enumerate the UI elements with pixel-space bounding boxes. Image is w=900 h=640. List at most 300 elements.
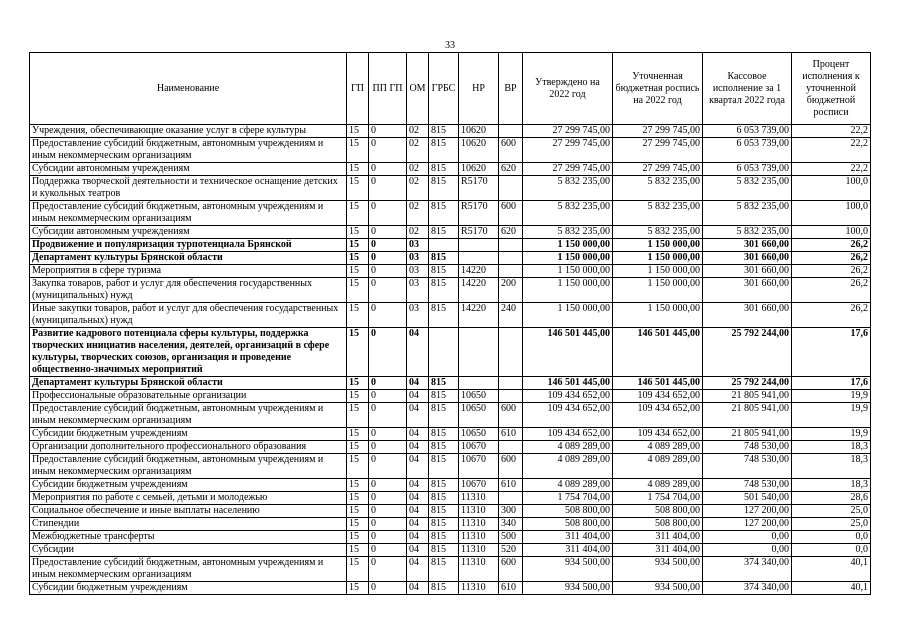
cell-gp: 15 — [347, 479, 369, 492]
col-header-name: Наименование — [30, 53, 347, 125]
cell-ppgp: 0 — [369, 479, 407, 492]
cell-cash: 6 053 739,00 — [703, 163, 792, 176]
cell-percent: 40,1 — [792, 582, 871, 595]
cell-nr: 11310 — [459, 557, 499, 582]
table-row — [30, 252, 871, 265]
cell-ppgp: 0 — [369, 582, 407, 595]
table-row — [30, 125, 871, 138]
cell-nr: 11310 — [459, 518, 499, 531]
table-row — [30, 163, 871, 176]
cell-vr — [499, 239, 523, 252]
cell-approved: 109 434 652,00 — [523, 390, 613, 403]
cell-nr — [459, 252, 499, 265]
cell-approved: 508 800,00 — [523, 505, 613, 518]
cell-refined: 1 150 000,00 — [613, 303, 703, 328]
cell-nr: R5170 — [459, 201, 499, 226]
cell-gp: 15 — [347, 252, 369, 265]
cell-ppgp: 0 — [369, 201, 407, 226]
cell-nr: 14220 — [459, 303, 499, 328]
cell-grbs — [429, 239, 459, 252]
cell-grbs: 815 — [429, 441, 459, 454]
cell-grbs: 815 — [429, 176, 459, 201]
cell-vr — [499, 252, 523, 265]
cell-gp: 15 — [347, 125, 369, 138]
cell-om: 04 — [407, 441, 429, 454]
cell-refined: 109 434 652,00 — [613, 390, 703, 403]
cell-vr: 600 — [499, 201, 523, 226]
cell-approved: 1 150 000,00 — [523, 278, 613, 303]
cell-approved: 109 434 652,00 — [523, 428, 613, 441]
cell-grbs: 815 — [429, 303, 459, 328]
cell-vr — [499, 328, 523, 377]
cell-nr: 11310 — [459, 544, 499, 557]
cell-om: 04 — [407, 390, 429, 403]
cell-vr: 610 — [499, 479, 523, 492]
cell-om: 04 — [407, 531, 429, 544]
col-header-vr: ВР — [499, 53, 523, 125]
cell-name: Предоставление субсидий бюджетным, автономным учреждениям и иным некоммерческим организациям — [30, 403, 347, 428]
table-row — [30, 403, 871, 428]
cell-refined: 4 089 289,00 — [613, 441, 703, 454]
cell-vr — [499, 265, 523, 278]
cell-gp: 15 — [347, 428, 369, 441]
cell-approved: 311 404,00 — [523, 531, 613, 544]
cell-approved: 1 150 000,00 — [523, 252, 613, 265]
cell-om: 02 — [407, 125, 429, 138]
cell-refined: 4 089 289,00 — [613, 454, 703, 479]
cell-refined: 508 800,00 — [613, 505, 703, 518]
table-row — [30, 544, 871, 557]
cell-nr: 10670 — [459, 454, 499, 479]
cell-om: 03 — [407, 239, 429, 252]
cell-ppgp: 0 — [369, 377, 407, 390]
cell-approved: 146 501 445,00 — [523, 377, 613, 390]
cell-name: Межбюджетные трансферты — [30, 531, 347, 544]
cell-ppgp: 0 — [369, 252, 407, 265]
cell-vr — [499, 176, 523, 201]
cell-nr: R5170 — [459, 176, 499, 201]
cell-refined: 146 501 445,00 — [613, 328, 703, 377]
table-row — [30, 176, 871, 201]
cell-grbs: 815 — [429, 505, 459, 518]
cell-approved: 934 500,00 — [523, 557, 613, 582]
cell-refined: 27 299 745,00 — [613, 138, 703, 163]
cell-om: 04 — [407, 428, 429, 441]
cell-cash: 301 660,00 — [703, 278, 792, 303]
cell-gp: 15 — [347, 239, 369, 252]
cell-approved: 4 089 289,00 — [523, 479, 613, 492]
cell-refined: 934 500,00 — [613, 582, 703, 595]
cell-cash: 21 805 941,00 — [703, 403, 792, 428]
cell-nr — [459, 377, 499, 390]
cell-refined: 27 299 745,00 — [613, 125, 703, 138]
cell-name: Поддержка творческой деятельности и техническое оснащение детских и кукольных театров — [30, 176, 347, 201]
cell-refined: 1 150 000,00 — [613, 252, 703, 265]
header-row — [30, 53, 871, 125]
cell-grbs: 815 — [429, 226, 459, 239]
cell-grbs: 815 — [429, 403, 459, 428]
cell-vr: 620 — [499, 226, 523, 239]
cell-gp: 15 — [347, 531, 369, 544]
table-row — [30, 531, 871, 544]
cell-cash: 25 792 244,00 — [703, 377, 792, 390]
cell-ppgp: 0 — [369, 265, 407, 278]
cell-name: Субсидии автономным учреждениям — [30, 163, 347, 176]
cell-nr: 10620 — [459, 163, 499, 176]
cell-cash: 5 832 235,00 — [703, 226, 792, 239]
cell-om: 04 — [407, 479, 429, 492]
cell-approved: 508 800,00 — [523, 518, 613, 531]
cell-grbs: 815 — [429, 163, 459, 176]
cell-name: Субсидии автономным учреждениям — [30, 226, 347, 239]
cell-approved: 5 832 235,00 — [523, 201, 613, 226]
cell-nr: 14220 — [459, 265, 499, 278]
cell-percent: 18,3 — [792, 441, 871, 454]
cell-grbs: 815 — [429, 479, 459, 492]
cell-gp: 15 — [347, 544, 369, 557]
cell-cash: 6 053 739,00 — [703, 125, 792, 138]
cell-refined: 109 434 652,00 — [613, 403, 703, 428]
cell-vr: 340 — [499, 518, 523, 531]
col-header-gp: ГП — [347, 53, 369, 125]
cell-refined: 1 150 000,00 — [613, 278, 703, 303]
cell-cash: 0,00 — [703, 531, 792, 544]
cell-om: 02 — [407, 163, 429, 176]
cell-nr: 11310 — [459, 582, 499, 595]
cell-nr: 10650 — [459, 390, 499, 403]
cell-percent: 26,2 — [792, 265, 871, 278]
table-row — [30, 441, 871, 454]
cell-name: Департамент культуры Брянской области — [30, 252, 347, 265]
cell-name: Предоставление субсидий бюджетным, автономным учреждениям и иным некоммерческим организациям — [30, 201, 347, 226]
cell-om: 03 — [407, 303, 429, 328]
cell-vr — [499, 390, 523, 403]
cell-percent: 100,0 — [792, 176, 871, 201]
cell-nr: 11310 — [459, 505, 499, 518]
cell-grbs: 815 — [429, 531, 459, 544]
cell-refined: 1 150 000,00 — [613, 239, 703, 252]
cell-refined: 146 501 445,00 — [613, 377, 703, 390]
budget-table — [29, 52, 871, 595]
cell-approved: 1 150 000,00 — [523, 303, 613, 328]
cell-ppgp: 0 — [369, 544, 407, 557]
cell-ppgp: 0 — [369, 441, 407, 454]
cell-refined: 1 754 704,00 — [613, 492, 703, 505]
cell-nr: 10670 — [459, 441, 499, 454]
table-row — [30, 505, 871, 518]
cell-vr: 600 — [499, 403, 523, 428]
cell-vr: 600 — [499, 138, 523, 163]
cell-vr: 620 — [499, 163, 523, 176]
cell-approved: 311 404,00 — [523, 544, 613, 557]
cell-percent: 26,2 — [792, 278, 871, 303]
cell-name: Департамент культуры Брянской области — [30, 377, 347, 390]
cell-grbs: 815 — [429, 390, 459, 403]
cell-gp: 15 — [347, 492, 369, 505]
cell-nr: 10620 — [459, 138, 499, 163]
cell-vr: 610 — [499, 428, 523, 441]
cell-ppgp: 0 — [369, 239, 407, 252]
cell-cash: 21 805 941,00 — [703, 428, 792, 441]
cell-cash: 374 340,00 — [703, 557, 792, 582]
table-row — [30, 201, 871, 226]
col-header-approved: Утверждено на 2022 год — [523, 53, 613, 125]
cell-grbs: 815 — [429, 428, 459, 441]
cell-percent: 26,2 — [792, 303, 871, 328]
cell-gp: 15 — [347, 582, 369, 595]
cell-ppgp: 0 — [369, 176, 407, 201]
cell-ppgp: 0 — [369, 454, 407, 479]
cell-refined: 4 089 289,00 — [613, 479, 703, 492]
col-header-percent: Процент исполнения к уточненной бюджетной росписи — [792, 53, 871, 125]
cell-cash: 748 530,00 — [703, 479, 792, 492]
cell-approved: 5 832 235,00 — [523, 176, 613, 201]
cell-nr: 14220 — [459, 278, 499, 303]
cell-cash: 301 660,00 — [703, 239, 792, 252]
cell-name: Продвижение и популяризация турпотенциала Брянской — [30, 239, 347, 252]
cell-om: 04 — [407, 454, 429, 479]
cell-gp: 15 — [347, 226, 369, 239]
cell-refined: 5 832 235,00 — [613, 226, 703, 239]
cell-ppgp: 0 — [369, 505, 407, 518]
cell-percent: 19,9 — [792, 428, 871, 441]
cell-cash: 301 660,00 — [703, 252, 792, 265]
cell-percent: 18,3 — [792, 479, 871, 492]
cell-name: Субсидии бюджетным учреждениям — [30, 479, 347, 492]
cell-grbs: 815 — [429, 377, 459, 390]
cell-name: Учреждения, обеспечивающие оказание услуг в сфере культуры — [30, 125, 347, 138]
cell-ppgp: 0 — [369, 390, 407, 403]
cell-name: Мероприятия по работе с семьей, детьми и молодежью — [30, 492, 347, 505]
cell-approved: 27 299 745,00 — [523, 138, 613, 163]
cell-om: 04 — [407, 557, 429, 582]
cell-ppgp: 0 — [369, 518, 407, 531]
col-header-ppgp: ПП ГП — [369, 53, 407, 125]
cell-cash: 748 530,00 — [703, 441, 792, 454]
cell-gp: 15 — [347, 441, 369, 454]
cell-nr: 11310 — [459, 531, 499, 544]
cell-nr: 10650 — [459, 428, 499, 441]
cell-approved: 5 832 235,00 — [523, 226, 613, 239]
cell-grbs: 815 — [429, 201, 459, 226]
cell-ppgp: 0 — [369, 403, 407, 428]
cell-grbs: 815 — [429, 582, 459, 595]
cell-gp: 15 — [347, 138, 369, 163]
table-row — [30, 479, 871, 492]
cell-nr — [459, 239, 499, 252]
cell-gp: 15 — [347, 518, 369, 531]
cell-vr: 520 — [499, 544, 523, 557]
cell-vr: 200 — [499, 278, 523, 303]
cell-refined: 311 404,00 — [613, 544, 703, 557]
col-header-nr: НР — [459, 53, 499, 125]
cell-name: Профессиональные образовательные организации — [30, 390, 347, 403]
cell-vr — [499, 492, 523, 505]
table-row — [30, 492, 871, 505]
cell-name: Субсидии бюджетным учреждениям — [30, 582, 347, 595]
cell-om: 02 — [407, 201, 429, 226]
cell-approved: 1 754 704,00 — [523, 492, 613, 505]
cell-cash: 374 340,00 — [703, 582, 792, 595]
cell-om: 03 — [407, 252, 429, 265]
cell-ppgp: 0 — [369, 163, 407, 176]
cell-name: Социальное обеспечение и иные выплаты населению — [30, 505, 347, 518]
cell-approved: 1 150 000,00 — [523, 265, 613, 278]
table-row — [30, 226, 871, 239]
cell-vr: 610 — [499, 582, 523, 595]
cell-cash: 301 660,00 — [703, 303, 792, 328]
cell-percent: 19,9 — [792, 403, 871, 428]
cell-ppgp: 0 — [369, 278, 407, 303]
cell-ppgp: 0 — [369, 138, 407, 163]
cell-approved: 27 299 745,00 — [523, 163, 613, 176]
cell-gp: 15 — [347, 265, 369, 278]
cell-name: Организации дополнительного профессионального образования — [30, 441, 347, 454]
cell-om: 04 — [407, 544, 429, 557]
cell-nr: 10650 — [459, 403, 499, 428]
cell-om: 04 — [407, 403, 429, 428]
cell-grbs: 815 — [429, 454, 459, 479]
cell-om: 04 — [407, 328, 429, 377]
table-row — [30, 557, 871, 582]
cell-percent: 18,3 — [792, 454, 871, 479]
cell-approved: 1 150 000,00 — [523, 239, 613, 252]
table-row — [30, 454, 871, 479]
cell-grbs: 815 — [429, 557, 459, 582]
cell-percent: 22,2 — [792, 125, 871, 138]
cell-refined: 934 500,00 — [613, 557, 703, 582]
cell-cash: 5 832 235,00 — [703, 176, 792, 201]
cell-om: 04 — [407, 492, 429, 505]
cell-gp: 15 — [347, 176, 369, 201]
cell-gp: 15 — [347, 403, 369, 428]
cell-om: 03 — [407, 265, 429, 278]
cell-ppgp: 0 — [369, 531, 407, 544]
cell-ppgp: 0 — [369, 492, 407, 505]
cell-percent: 26,2 — [792, 252, 871, 265]
cell-percent: 22,2 — [792, 163, 871, 176]
cell-percent: 25,0 — [792, 518, 871, 531]
cell-name: Закупка товаров, работ и услуг для обеспечения государственных (муниципальных) нужд — [30, 278, 347, 303]
cell-name: Предоставление субсидий бюджетным, автономным учреждениям и иным некоммерческим организациям — [30, 138, 347, 163]
cell-om: 03 — [407, 278, 429, 303]
cell-name: Предоставление субсидий бюджетным, автономным учреждениям и иным некоммерческим организациям — [30, 557, 347, 582]
cell-cash: 5 832 235,00 — [703, 201, 792, 226]
cell-cash: 6 053 739,00 — [703, 138, 792, 163]
cell-cash: 25 792 244,00 — [703, 328, 792, 377]
cell-refined: 5 832 235,00 — [613, 176, 703, 201]
cell-ppgp: 0 — [369, 328, 407, 377]
cell-gp: 15 — [347, 557, 369, 582]
cell-vr: 240 — [499, 303, 523, 328]
cell-percent: 100,0 — [792, 201, 871, 226]
cell-om: 02 — [407, 176, 429, 201]
cell-ppgp: 0 — [369, 226, 407, 239]
cell-grbs: 815 — [429, 125, 459, 138]
col-header-grbs: ГРБС — [429, 53, 459, 125]
cell-percent: 40,1 — [792, 557, 871, 582]
cell-percent: 26,2 — [792, 239, 871, 252]
cell-percent: 0,0 — [792, 531, 871, 544]
cell-percent: 0,0 — [792, 544, 871, 557]
cell-percent: 28,6 — [792, 492, 871, 505]
col-header-refined: Уточненная бюджетная роспись на 2022 год — [613, 53, 703, 125]
cell-approved: 109 434 652,00 — [523, 403, 613, 428]
table-row — [30, 265, 871, 278]
cell-approved: 934 500,00 — [523, 582, 613, 595]
cell-grbs: 815 — [429, 278, 459, 303]
cell-grbs: 815 — [429, 544, 459, 557]
cell-gp: 15 — [347, 201, 369, 226]
cell-name: Предоставление субсидий бюджетным, автономным учреждениям и иным некоммерческим организациям — [30, 454, 347, 479]
cell-vr: 500 — [499, 531, 523, 544]
cell-approved: 4 089 289,00 — [523, 441, 613, 454]
cell-percent: 17,6 — [792, 328, 871, 377]
cell-name: Развитие кадрового потенциала сферы культуры, поддержка творческих инициатив населения, деятелей, организаций в сфере культуры, творческих союзов, организация и проведение общественно-значимых мероприятий — [30, 328, 347, 377]
cell-vr — [499, 441, 523, 454]
cell-grbs — [429, 328, 459, 377]
cell-name: Иные закупки товаров, работ и услуг для обеспечения государственных (муниципальных) нужд — [30, 303, 347, 328]
cell-gp: 15 — [347, 278, 369, 303]
col-header-om: ОМ — [407, 53, 429, 125]
cell-grbs: 815 — [429, 492, 459, 505]
cell-approved: 146 501 445,00 — [523, 328, 613, 377]
cell-refined: 109 434 652,00 — [613, 428, 703, 441]
table-row — [30, 390, 871, 403]
cell-cash: 301 660,00 — [703, 265, 792, 278]
cell-cash: 127 200,00 — [703, 505, 792, 518]
cell-refined: 508 800,00 — [613, 518, 703, 531]
cell-vr — [499, 125, 523, 138]
cell-vr: 600 — [499, 454, 523, 479]
cell-name: Субсидии — [30, 544, 347, 557]
cell-nr: 10670 — [459, 479, 499, 492]
cell-approved: 4 089 289,00 — [523, 454, 613, 479]
cell-grbs: 815 — [429, 138, 459, 163]
table-row — [30, 278, 871, 303]
table-row — [30, 303, 871, 328]
cell-nr: 11310 — [459, 492, 499, 505]
cell-grbs: 815 — [429, 265, 459, 278]
cell-ppgp: 0 — [369, 303, 407, 328]
cell-cash: 0,00 — [703, 544, 792, 557]
cell-percent: 17,6 — [792, 377, 871, 390]
cell-refined: 5 832 235,00 — [613, 201, 703, 226]
cell-refined: 27 299 745,00 — [613, 163, 703, 176]
cell-om: 04 — [407, 518, 429, 531]
cell-name: Стипендии — [30, 518, 347, 531]
table-row — [30, 518, 871, 531]
cell-om: 02 — [407, 138, 429, 163]
table-row — [30, 328, 871, 377]
cell-gp: 15 — [347, 328, 369, 377]
cell-percent: 25,0 — [792, 505, 871, 518]
cell-om: 04 — [407, 582, 429, 595]
cell-name: Мероприятия в сфере туризма — [30, 265, 347, 278]
cell-refined: 311 404,00 — [613, 531, 703, 544]
cell-name: Субсидии бюджетным учреждениям — [30, 428, 347, 441]
cell-om: 04 — [407, 377, 429, 390]
cell-grbs: 815 — [429, 252, 459, 265]
cell-ppgp: 0 — [369, 428, 407, 441]
col-header-cash: Кассовое исполнение за 1 квартал 2022 года — [703, 53, 792, 125]
cell-nr: R5170 — [459, 226, 499, 239]
cell-gp: 15 — [347, 303, 369, 328]
cell-grbs: 815 — [429, 518, 459, 531]
cell-approved: 27 299 745,00 — [523, 125, 613, 138]
cell-gp: 15 — [347, 390, 369, 403]
cell-cash: 501 540,00 — [703, 492, 792, 505]
